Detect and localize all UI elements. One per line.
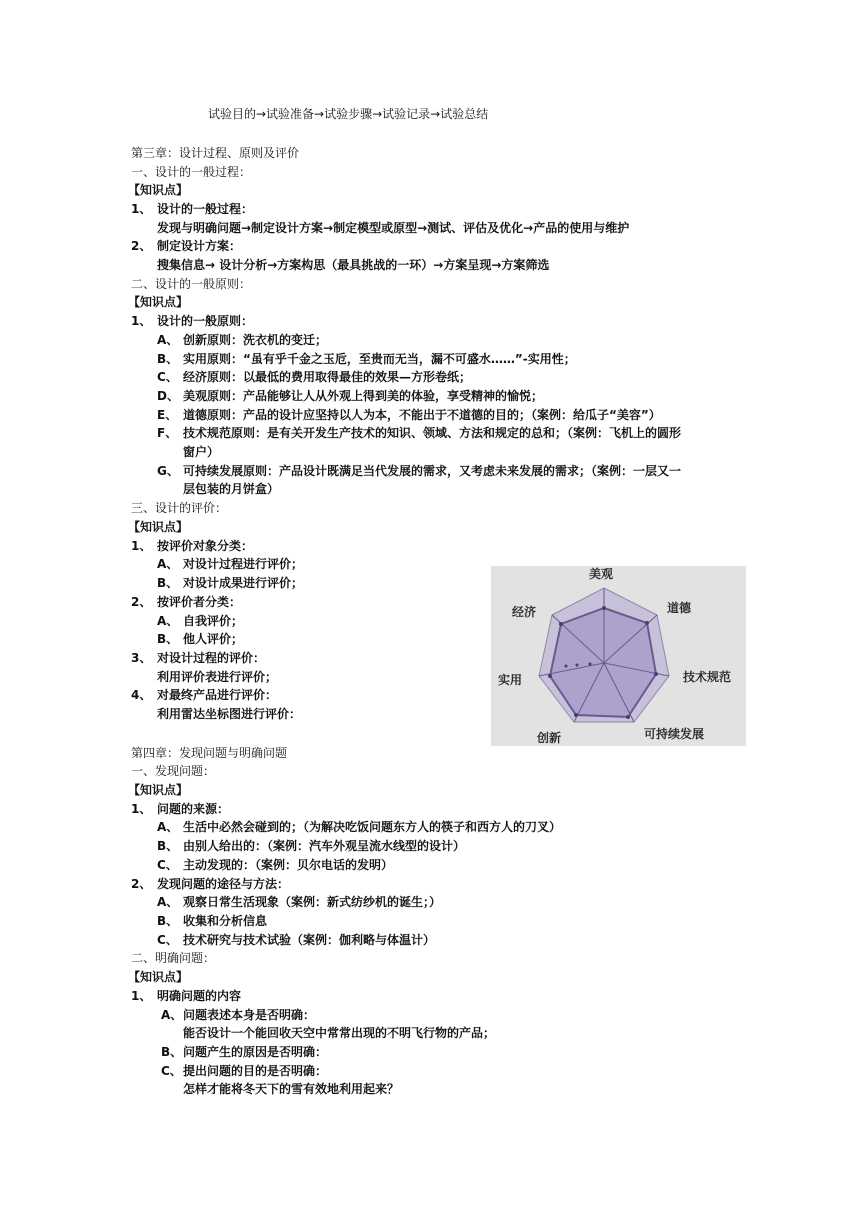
- ch4-s1-knowledge-label: 【知识点】: [128, 783, 189, 797]
- principle-letter: D、: [157, 389, 179, 403]
- sub-letter: A、: [161, 1008, 183, 1022]
- sub-letter: B、: [157, 632, 179, 646]
- principle-text: 道德原则：产品的设计应坚持以人为本，不能出于不道德的目的；（案例：给瓜子“美容”）: [183, 408, 661, 422]
- item-number: 1、: [131, 989, 152, 1003]
- radar-tick: [565, 665, 568, 668]
- design-process-flow: 发现与明确问题→制定设计方案→制定模型或原型→测试、评估及优化→产品的使用与维护: [157, 221, 630, 235]
- ch3-s1-item1: [131, 200, 253, 218]
- eval-table-text: 利用评价表进行评价；: [157, 670, 278, 684]
- radar-point: [654, 672, 658, 676]
- source-a: [157, 818, 561, 836]
- sub-text: 对设计过程进行评价；: [183, 557, 304, 571]
- method-c: [157, 931, 435, 949]
- item-number: 3、: [131, 651, 152, 665]
- sub-text: 问题表述本身是否明确：: [183, 1008, 316, 1022]
- ch4-section2-title: 二、明确问题：: [131, 951, 216, 965]
- sub-text: 对设计成果进行评价；: [183, 576, 304, 590]
- ch3-s3-item2: [131, 593, 241, 611]
- principle-text: 美观原则：产品能够让人从外观上得到美的体验，享受精神的愉悦；: [183, 389, 544, 403]
- item-number: 1、: [131, 802, 152, 816]
- principle-text: 可持续发展原则：产品设计既满足当代发展的需求，又考虑未来发展的需求；（案例：一层又一: [183, 464, 682, 478]
- chapter4-title: 第四章：发现问题与明确问题: [131, 746, 288, 760]
- principle-text: 创新原则：洗衣机的变迁；: [183, 333, 328, 347]
- method-b: [157, 912, 267, 930]
- radar-chart-svg: [491, 566, 746, 746]
- item-number: 1、: [131, 202, 152, 216]
- ch4-s2-item1: [131, 987, 241, 1005]
- sub-letter: A、: [157, 557, 179, 571]
- clarify-a: [161, 1006, 315, 1024]
- radar-label-practical: 实用: [498, 673, 523, 687]
- item-number: 1、: [131, 539, 152, 553]
- ch3-s2-knowledge-label: 【知识点】: [128, 295, 189, 309]
- ch4-s1-item2: [131, 875, 289, 893]
- item-title: 问题的来源：: [157, 802, 230, 816]
- principle-letter: A、: [157, 333, 179, 347]
- sub-letter: B、: [157, 839, 179, 853]
- principle-letter: G、: [157, 464, 179, 478]
- sub-text: 技术研究与技术试验（案例：伽利略与体温计）: [183, 933, 436, 947]
- sub-text: 提出问题的目的是否明确：: [183, 1064, 328, 1078]
- source-c: [157, 856, 393, 874]
- radar-label-ethics: 道德: [667, 601, 692, 615]
- radar-eval-text: 利用雷达坐标图进行评价：: [157, 707, 302, 721]
- sub-text: 收集和分析信息: [183, 914, 268, 928]
- radar-point: [559, 622, 563, 626]
- sub-letter: B、: [157, 914, 179, 928]
- ch3-section1-title: 一、设计的一般过程：: [131, 165, 252, 179]
- item-title: 按评价者分类：: [157, 595, 242, 609]
- item-title: 制定设计方案：: [157, 239, 242, 253]
- radar-point: [574, 713, 578, 717]
- clarify-b: [161, 1043, 327, 1061]
- radar-label-sustainable: 可持续发展: [644, 727, 705, 741]
- principle-b: [157, 350, 576, 368]
- principle-letter: B、: [157, 352, 179, 366]
- eval-result: [157, 574, 303, 592]
- principle-text: 实用原则：“虽有乎千金之玉卮，至贵而无当，漏不可盛水……”-实用性；: [183, 352, 576, 366]
- radar-point: [645, 621, 649, 625]
- sub-text: 生活中必然会碰到的；（为解决吃饭问题东方人的筷子和西方人的刀叉）: [183, 820, 562, 834]
- principle-f: [157, 424, 681, 442]
- self-eval: [157, 612, 243, 630]
- item-title: 发现问题的途径与方法：: [157, 877, 290, 891]
- ch3-s1-item2: [131, 237, 241, 255]
- ch3-s3-knowledge-label: 【知识点】: [128, 520, 189, 534]
- radar-label-economy: 经济: [512, 605, 537, 619]
- radar-point: [548, 674, 552, 678]
- sub-text: 问题产生的原因是否明确：: [183, 1045, 328, 1059]
- item-title: 设计的一般原则：: [157, 314, 254, 328]
- principle-text: 经济原则：以最低的费用取得最佳的效果—方形卷纸；: [183, 370, 472, 384]
- sub-text: 他人评价；: [183, 632, 244, 646]
- item-number: 2、: [131, 595, 152, 609]
- ch3-s3-item1: [131, 537, 253, 555]
- clarify-a-example: 能否设计一个能回收天空中常常出现的不明飞行物的产品；: [183, 1026, 496, 1040]
- principle-c: [157, 368, 471, 386]
- method-a: [157, 893, 441, 911]
- ch3-s3-item3: [131, 649, 265, 667]
- clarify-c-example: 怎样才能将冬天下的雪有效地利用起来？: [183, 1082, 400, 1096]
- sub-letter: A、: [157, 614, 179, 628]
- principle-g: [157, 462, 681, 480]
- sub-letter: A、: [157, 895, 179, 909]
- clarify-c: [161, 1062, 327, 1080]
- ch3-s1-knowledge-label: 【知识点】: [128, 183, 189, 197]
- sub-letter: C、: [157, 933, 178, 947]
- principle-a: [157, 331, 327, 349]
- sub-letter: A、: [157, 820, 179, 834]
- principle-letter: C、: [157, 370, 178, 384]
- radar-chart-figure: [491, 566, 746, 746]
- principle-d: [157, 387, 543, 405]
- item-title: 明确问题的内容: [157, 989, 242, 1003]
- sub-text: 观察日常生活现象（案例：新式纺纱机的诞生；）: [183, 895, 442, 909]
- top-flow-line: 试验目的→试验准备→试验步骤→试验记录→试验总结: [208, 107, 489, 121]
- item-title: 设计的一般过程：: [157, 202, 254, 216]
- item-number: 2、: [131, 239, 152, 253]
- principle-g-cont: 层包装的月饼盒）: [183, 482, 280, 496]
- sub-letter: C、: [161, 1064, 182, 1078]
- principle-letter: E、: [157, 408, 178, 422]
- item-title: 按评价对象分类：: [157, 539, 254, 553]
- sub-letter: B、: [157, 576, 179, 590]
- radar-point: [626, 715, 630, 719]
- sub-text: 自我评价；: [183, 614, 244, 628]
- item-title: 对最终产品进行评价：: [157, 688, 278, 702]
- radar-tick: [589, 663, 592, 666]
- radar-label-tech-standard: 技术规范: [683, 670, 732, 684]
- radar-label-beauty: 美观: [589, 567, 614, 581]
- principle-f-cont: 窗户）: [183, 445, 220, 459]
- radar-tick: [576, 664, 579, 667]
- principle-e: [157, 406, 661, 424]
- ch3-s3-item4: [131, 686, 277, 704]
- ch4-section1-title: 一、发现问题：: [131, 764, 216, 778]
- sub-text: 由别人给出的：（案例：汽车外观呈流水线型的设计）: [183, 839, 466, 853]
- other-eval: [157, 630, 243, 648]
- ch4-s2-knowledge-label: 【知识点】: [128, 970, 189, 984]
- principle-letter: F、: [157, 426, 178, 440]
- item-number: 2、: [131, 877, 152, 891]
- ch4-s1-item1: [131, 800, 229, 818]
- source-b: [157, 837, 465, 855]
- ch3-s2-item1: [131, 312, 253, 330]
- design-plan-flow: 搜集信息→ 设计分析→方案构思（最具挑战的一环）→方案呈现→方案筛选: [157, 258, 550, 272]
- chapter3-title: 第三章：设计过程、原则及评价: [131, 146, 300, 160]
- sub-letter: B、: [161, 1045, 183, 1059]
- ch3-section3-title: 三、设计的评价：: [131, 501, 228, 515]
- item-number: 1、: [131, 314, 152, 328]
- principle-text: 技术规范原则：是有关开发生产技术的知识、领域、方法和规定的总和；（案例：飞机上的圆形: [183, 426, 682, 440]
- sub-text: 主动发现的：（案例：贝尔电话的发明）: [183, 858, 394, 872]
- item-number: 4、: [131, 688, 152, 702]
- radar-label-innovation: 创新: [537, 731, 562, 745]
- sub-letter: C、: [157, 858, 178, 872]
- ch3-section2-title: 二、设计的一般原则：: [131, 277, 252, 291]
- eval-process: [157, 555, 303, 573]
- radar-point: [602, 606, 606, 610]
- item-title: 对设计过程的评价：: [157, 651, 266, 665]
